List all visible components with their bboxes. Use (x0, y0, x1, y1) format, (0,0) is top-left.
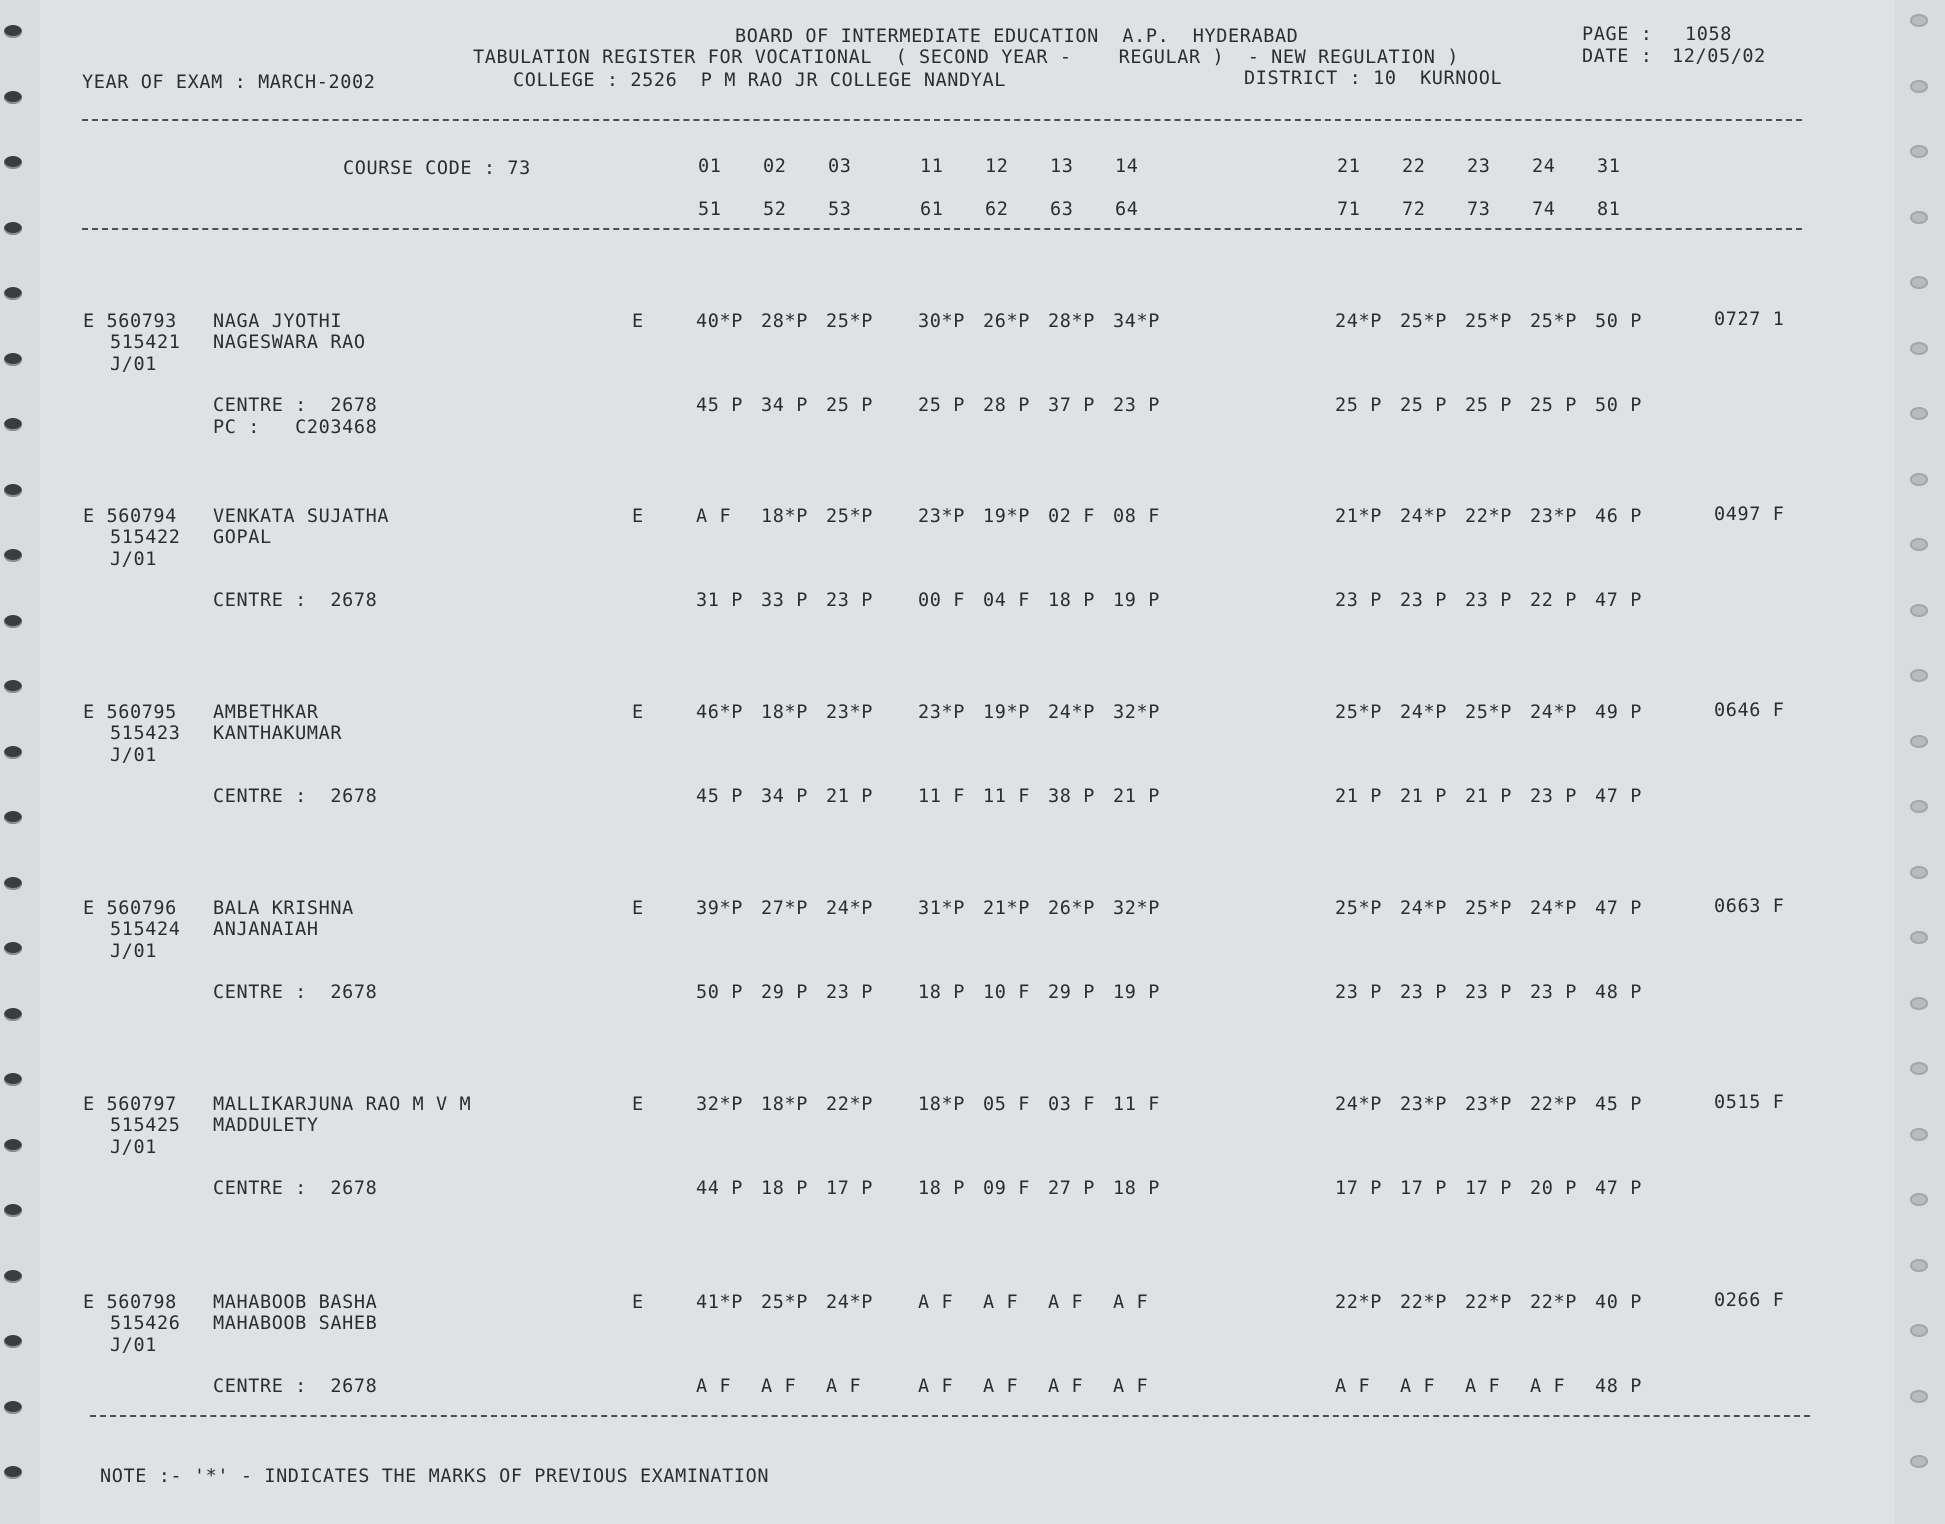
subject-mark: 11 F (918, 786, 965, 807)
subject-mark: 21 P (1113, 786, 1160, 807)
feed-hole (1910, 211, 1928, 224)
subject-mark: 22*P (1465, 506, 1512, 527)
subject-mark: 18 P (761, 1178, 808, 1199)
page-label: PAGE : (1582, 24, 1653, 45)
subject-mark: 18 P (918, 1178, 965, 1199)
feed-hole (1910, 604, 1928, 617)
subject-code: 24 (1532, 156, 1556, 177)
subject-mark: 18*P (761, 702, 808, 723)
subject-code: 74 (1532, 199, 1556, 220)
subject-mark: 26*P (1048, 898, 1095, 919)
subject-mark: 25 P (826, 395, 873, 416)
subject-mark: 23 P (826, 590, 873, 611)
feed-hole (1910, 1390, 1928, 1403)
candidate-name: VENKATA SUJATHA (213, 506, 390, 527)
subject-mark: 23 P (1335, 590, 1382, 611)
subject-mark: 23*P (826, 702, 873, 723)
feed-hole (1910, 145, 1928, 158)
feed-hole (1910, 669, 1928, 682)
subject-mark: 23*P (1465, 1094, 1512, 1115)
subject-mark: 24*P (1048, 702, 1095, 723)
subject-mark: A F (696, 506, 732, 527)
feed-hole (4, 1204, 22, 1217)
subject-mark: 25 P (918, 395, 965, 416)
hall-ticket-number: E 560795 (83, 702, 177, 723)
subject-code: 14 (1115, 156, 1139, 177)
feed-hole (1910, 342, 1928, 355)
subject-mark: 18*P (918, 1094, 965, 1115)
feed-hole (1910, 80, 1928, 93)
candidate-name: MAHABOOB BASHA (213, 1292, 378, 1313)
feed-hole (4, 1139, 22, 1152)
hall-ticket-number: E 560797 (83, 1094, 177, 1115)
subject-code: 63 (1050, 199, 1074, 220)
subject-mark: 23 P (1465, 982, 1512, 1003)
subject-mark: 18 P (1048, 590, 1095, 611)
subject-mark: 25*P (1465, 898, 1512, 919)
subject-code: 81 (1597, 199, 1621, 220)
subject-code: 64 (1115, 199, 1139, 220)
subject-code: 62 (985, 199, 1009, 220)
feed-hole (4, 484, 22, 497)
subject-mark: 02 F (1048, 506, 1095, 527)
subject-mark: 24*P (826, 1292, 873, 1313)
total-result: 0727 1 (1714, 309, 1785, 330)
medium: E (632, 1094, 644, 1115)
subject-mark: 28 P (983, 395, 1030, 416)
subject-mark: 24*P (1400, 506, 1447, 527)
subject-mark: 27*P (761, 898, 808, 919)
subject-code: 12 (985, 156, 1009, 177)
subject-code: 13 (1050, 156, 1074, 177)
total-result: 0266 F (1714, 1290, 1785, 1311)
subject-mark: 19 P (1113, 590, 1160, 611)
subject-mark: 03 F (1048, 1094, 1095, 1115)
subject-mark: 47 P (1595, 786, 1642, 807)
subject-mark: 18 P (918, 982, 965, 1003)
subject-mark: 23 P (1400, 590, 1447, 611)
exam-centre: CENTRE : 2678 (213, 395, 378, 416)
feed-hole (4, 156, 22, 169)
subject-mark: 34 P (761, 395, 808, 416)
subject-mark: 32*P (1113, 702, 1160, 723)
subject-mark: 31 P (696, 590, 743, 611)
subject-mark: 41*P (696, 1292, 743, 1313)
feed-hole (4, 418, 22, 431)
group-code: J/01 (110, 354, 157, 375)
group-code: J/01 (110, 1335, 157, 1356)
subject-code: 52 (763, 199, 787, 220)
candidate-name: MALLIKARJUNA RAO M V M (213, 1094, 472, 1115)
feed-hole (1910, 1128, 1928, 1141)
subject-mark: 22*P (1530, 1292, 1577, 1313)
subject-mark: 25*P (826, 506, 873, 527)
year-of-exam: YEAR OF EXAM : MARCH-2002 (82, 72, 376, 93)
subject-mark: 23*P (1530, 506, 1577, 527)
subject-code: 71 (1337, 199, 1361, 220)
feed-hole (4, 353, 22, 366)
feed-hole (1910, 866, 1928, 879)
subject-code: 51 (698, 199, 722, 220)
exam-centre: CENTRE : 2678 (213, 786, 378, 807)
feed-hole (4, 287, 22, 300)
medium: E (632, 506, 644, 527)
subject-mark: 24*P (1530, 702, 1577, 723)
total-result: 0646 F (1714, 700, 1785, 721)
subject-mark: 37 P (1048, 395, 1095, 416)
subject-mark: 49 P (1595, 702, 1642, 723)
subject-mark: 25 P (1335, 395, 1382, 416)
subject-mark: 32*P (696, 1094, 743, 1115)
subject-mark: 25*P (1530, 311, 1577, 332)
subject-mark: 19 P (1113, 982, 1160, 1003)
group-code: J/01 (110, 549, 157, 570)
subject-mark: 21*P (1335, 506, 1382, 527)
subject-mark: 17 P (826, 1178, 873, 1199)
subject-mark: 24*P (1400, 898, 1447, 919)
subject-mark: 28*P (761, 311, 808, 332)
date-value: 12/05/02 (1672, 46, 1766, 67)
subject-mark: A F (1048, 1292, 1084, 1313)
total-result: 0663 F (1714, 896, 1785, 917)
feed-hole (1910, 1324, 1928, 1337)
feed-hole (1910, 931, 1928, 944)
hall-ticket-number: E 560794 (83, 506, 177, 527)
feed-hole (4, 746, 22, 759)
feed-hole (1910, 735, 1928, 748)
subject-mark: 32*P (1113, 898, 1160, 919)
exam-centre: CENTRE : 2678 (213, 982, 378, 1003)
subject-mark: 10 F (983, 982, 1030, 1003)
subject-mark: A F (983, 1292, 1019, 1313)
subject-mark: 25*P (1465, 702, 1512, 723)
subject-code: 73 (1467, 199, 1491, 220)
registration-number: 515422 (110, 527, 181, 548)
subject-mark: 23 P (1530, 982, 1577, 1003)
medium: E (632, 311, 644, 332)
subject-code: 22 (1402, 156, 1426, 177)
feed-hole (4, 615, 22, 628)
subject-mark: A F (826, 1376, 862, 1397)
subject-mark: 22*P (1530, 1094, 1577, 1115)
father-name: KANTHAKUMAR (213, 723, 343, 744)
subject-mark: 24*P (1335, 1094, 1382, 1115)
subject-mark: A F (918, 1376, 954, 1397)
subject-mark: 11 F (1113, 1094, 1160, 1115)
feed-hole (4, 1073, 22, 1086)
subject-mark: 21 P (1465, 786, 1512, 807)
subject-code: 53 (828, 199, 852, 220)
subject-mark: 21 P (826, 786, 873, 807)
father-name: MAHABOOB SAHEB (213, 1313, 378, 1334)
group-code: J/01 (110, 941, 157, 962)
subject-code: 02 (763, 156, 787, 177)
subject-mark: 08 F (1113, 506, 1160, 527)
divider (82, 119, 1802, 121)
total-result: 0515 F (1714, 1092, 1785, 1113)
subject-mark: 47 P (1595, 590, 1642, 611)
subject-mark: 22*P (1400, 1292, 1447, 1313)
subject-mark: A F (761, 1376, 797, 1397)
subject-mark: 38 P (1048, 786, 1095, 807)
subject-mark: 25 P (1465, 395, 1512, 416)
subject-mark: 31*P (918, 898, 965, 919)
feed-hole (1910, 14, 1928, 27)
subject-mark: 21 P (1400, 786, 1447, 807)
feed-hole (1910, 538, 1928, 551)
group-code: J/01 (110, 745, 157, 766)
feed-hole (4, 549, 22, 562)
subject-mark: 17 P (1465, 1178, 1512, 1199)
subject-mark: 46 P (1595, 506, 1642, 527)
subject-code: 21 (1337, 156, 1361, 177)
subject-mark: 00 F (918, 590, 965, 611)
subject-mark: 20 P (1530, 1178, 1577, 1199)
subject-mark: 21*P (983, 898, 1030, 919)
exam-centre: CENTRE : 2678 (213, 1178, 378, 1199)
subject-mark: 50 P (1595, 395, 1642, 416)
feed-hole (4, 942, 22, 955)
medium: E (632, 1292, 644, 1313)
candidate-name: BALA KRISHNA (213, 898, 354, 919)
subject-mark: 34*P (1113, 311, 1160, 332)
subject-mark: A F (1530, 1376, 1566, 1397)
subject-mark: 28*P (1048, 311, 1095, 332)
board-title: BOARD OF INTERMEDIATE EDUCATION A.P. HYDERABAD (735, 26, 1299, 47)
subject-mark: 47 P (1595, 898, 1642, 919)
subject-code: 11 (920, 156, 944, 177)
divider (82, 228, 1802, 230)
subject-mark: 23 P (1530, 786, 1577, 807)
footnote: NOTE :- '*' - INDICATES THE MARKS OF PREVIOUS EXAMINATION (100, 1466, 770, 1487)
subject-mark: A F (1113, 1292, 1149, 1313)
subject-mark: 33 P (761, 590, 808, 611)
subject-mark: 40*P (696, 311, 743, 332)
subject-mark: 24*P (1530, 898, 1577, 919)
feed-hole (4, 680, 22, 693)
feed-hole (1910, 997, 1928, 1010)
subject-mark: 24*P (826, 898, 873, 919)
subject-mark: 05 F (983, 1094, 1030, 1115)
subject-mark: 22*P (826, 1094, 873, 1115)
date-label: DATE : (1582, 46, 1653, 67)
medium: E (632, 898, 644, 919)
subject-mark: 09 F (983, 1178, 1030, 1199)
subject-mark: A F (1335, 1376, 1371, 1397)
subject-mark: 25*P (1400, 311, 1447, 332)
subject-mark: 18*P (761, 506, 808, 527)
registration-number: 515425 (110, 1115, 181, 1136)
father-name: MADDULETY (213, 1115, 319, 1136)
subject-mark: 45 P (696, 395, 743, 416)
total-result: 0497 F (1714, 504, 1785, 525)
subject-code: 31 (1597, 156, 1621, 177)
feed-hole (4, 222, 22, 235)
feed-hole (4, 1466, 22, 1479)
candidate-name: NAGA JYOTHI (213, 311, 343, 332)
subject-code: 72 (1402, 199, 1426, 220)
registration-number: 515423 (110, 723, 181, 744)
feed-hole (4, 1270, 22, 1283)
subject-mark: 24*P (1400, 702, 1447, 723)
subject-mark: A F (1400, 1376, 1436, 1397)
subject-code: 03 (828, 156, 852, 177)
subject-mark: 48 P (1595, 1376, 1642, 1397)
subject-code: 01 (698, 156, 722, 177)
subject-mark: 45 P (696, 786, 743, 807)
feed-hole (1910, 800, 1928, 813)
subject-mark: 22 P (1530, 590, 1577, 611)
subject-mark: 30*P (918, 311, 965, 332)
subject-mark: 23 P (1465, 590, 1512, 611)
feed-hole (1910, 1062, 1928, 1075)
subject-mark: 25*P (761, 1292, 808, 1313)
subject-mark: 18*P (761, 1094, 808, 1115)
subject-mark: 04 F (983, 590, 1030, 611)
father-name: GOPAL (213, 527, 272, 548)
exam-centre: CENTRE : 2678 (213, 1376, 378, 1397)
subject-mark: 45 P (1595, 1094, 1642, 1115)
feed-hole (4, 1401, 22, 1414)
district-info: DISTRICT : 10 KURNOOL (1244, 68, 1503, 89)
subject-mark: 25 P (1400, 395, 1447, 416)
feed-hole (1910, 407, 1928, 420)
subject-mark: 23 P (1113, 395, 1160, 416)
subject-mark: 25*P (826, 311, 873, 332)
subject-mark: 11 F (983, 786, 1030, 807)
subject-mark: 18 P (1113, 1178, 1160, 1199)
subject-mark: 22*P (1465, 1292, 1512, 1313)
subject-mark: A F (1465, 1376, 1501, 1397)
subject-mark: 44 P (696, 1178, 743, 1199)
feed-hole (4, 91, 22, 104)
candidate-name: AMBETHKAR (213, 702, 319, 723)
subject-mark: 17 P (1335, 1178, 1382, 1199)
feed-hole (4, 1335, 22, 1348)
subject-mark: 46*P (696, 702, 743, 723)
subject-mark: 25*P (1335, 898, 1382, 919)
page-number: 1058 (1685, 24, 1732, 45)
subject-mark: 48 P (1595, 982, 1642, 1003)
pc-number: PC : C203468 (213, 417, 378, 438)
subject-mark: 23*P (918, 702, 965, 723)
subject-mark: 40 P (1595, 1292, 1642, 1313)
feed-hole (4, 877, 22, 890)
feed-hole (1910, 276, 1928, 289)
subject-mark: 25*P (1465, 311, 1512, 332)
subject-mark: 27 P (1048, 1178, 1095, 1199)
course-code: COURSE CODE : 73 (343, 158, 531, 179)
subject-mark: 19*P (983, 506, 1030, 527)
feed-hole (1910, 1193, 1928, 1206)
registration-number: 515421 (110, 332, 181, 353)
father-name: NAGESWARA RAO (213, 332, 366, 353)
hall-ticket-number: E 560793 (83, 311, 177, 332)
feed-hole (4, 1008, 22, 1021)
subject-mark: A F (983, 1376, 1019, 1397)
subject-mark: 23 P (826, 982, 873, 1003)
college-info: COLLEGE : 2526 P M RAO JR COLLEGE NANDYAL (513, 70, 1006, 91)
divider (90, 1415, 1810, 1417)
subject-mark: 21 P (1335, 786, 1382, 807)
subject-mark: 23 P (1335, 982, 1382, 1003)
subject-mark: A F (918, 1292, 954, 1313)
subject-mark: 39*P (696, 898, 743, 919)
exam-centre: CENTRE : 2678 (213, 590, 378, 611)
subject-mark: 22*P (1335, 1292, 1382, 1313)
registration-number: 515424 (110, 919, 181, 940)
medium: E (632, 702, 644, 723)
registration-number: 515426 (110, 1313, 181, 1334)
subject-mark: 34 P (761, 786, 808, 807)
subject-mark: 23 P (1400, 982, 1447, 1003)
hall-ticket-number: E 560798 (83, 1292, 177, 1313)
subject-mark: 19*P (983, 702, 1030, 723)
group-code: J/01 (110, 1137, 157, 1158)
subject-code: 61 (920, 199, 944, 220)
subject-mark: 25 P (1530, 395, 1577, 416)
feed-hole (4, 25, 22, 38)
subject-mark: 50 P (1595, 311, 1642, 332)
subject-mark: 24*P (1335, 311, 1382, 332)
feed-hole (1910, 1259, 1928, 1272)
subject-mark: 25*P (1335, 702, 1382, 723)
subject-mark: 47 P (1595, 1178, 1642, 1199)
subject-mark: 29 P (761, 982, 808, 1003)
subject-mark: 50 P (696, 982, 743, 1003)
subject-code: 23 (1467, 156, 1491, 177)
feed-hole (4, 811, 22, 824)
subject-mark: 23*P (1400, 1094, 1447, 1115)
register-title: TABULATION REGISTER FOR VOCATIONAL ( SECOND YEAR - REGULAR ) - NEW REGULATION ) (473, 47, 1459, 68)
subject-mark: A F (1048, 1376, 1084, 1397)
subject-mark: 17 P (1400, 1178, 1447, 1199)
subject-mark: A F (1113, 1376, 1149, 1397)
subject-mark: 26*P (983, 311, 1030, 332)
hall-ticket-number: E 560796 (83, 898, 177, 919)
subject-mark: 23*P (918, 506, 965, 527)
father-name: ANJANAIAH (213, 919, 319, 940)
feed-hole (1910, 1455, 1928, 1468)
subject-mark: A F (696, 1376, 732, 1397)
subject-mark: 29 P (1048, 982, 1095, 1003)
feed-hole (1910, 473, 1928, 486)
